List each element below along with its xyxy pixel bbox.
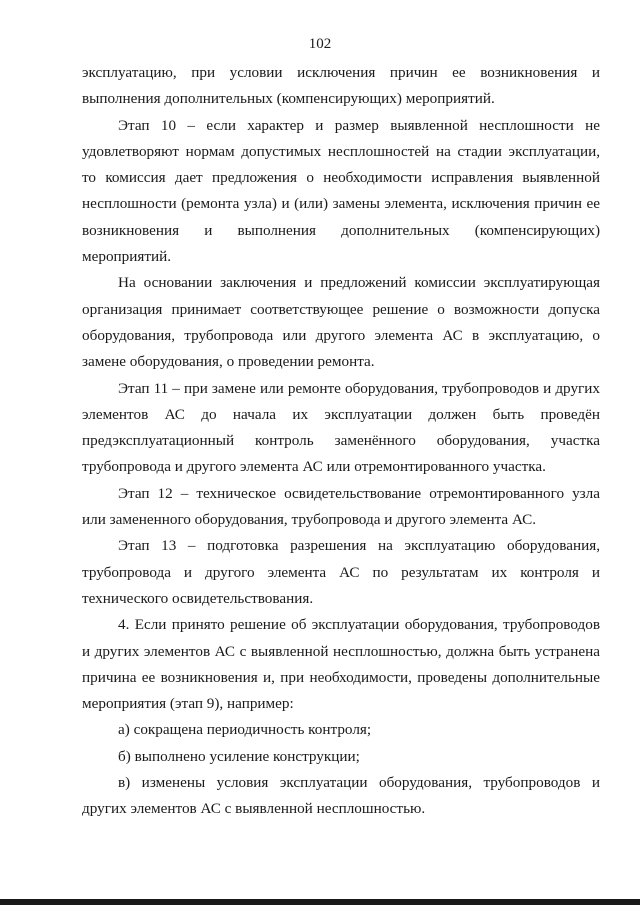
paragraph-commission-decision: На основании заключения и предложений комиссии эксплуатирующая организация принимает соответствующее решение о возможности допуска оборудования, трубопровода или другого элемента АС в эксплуатацию, о замене оборудования, о проведении ремонта. [82,274,600,371]
paragraph-stage-10: Этап 10 – если характер и размер выявленной несплошности не удовлетворяют нормам допустимых несплошностей на стадии эксплуатации, то комиссия дает предложения о необходимости исправления выявленной несплошности (ремонта узла) и (или) замены элемента, исключения причин ее возникновения и выполнения дополнительных (компенсирующих) мероприятий. [82,116,600,266]
paragraph-stage-11: Этап 11 – при замене или ремонте оборудования, трубопроводов и других элементов АС до начала их эксплуатации должен быть проведён предэксплуатационный контроль заменённого оборудования, участка трубопровода и другого элемента АС или отремонтированного участка. [82,379,600,476]
paragraph-stage-13: Этап 13 – подготовка разрешения на эксплуатацию оборудования, трубопровода и другого элемента АС по результатам их контроля и технического освидетельствования. [82,537,600,607]
list-item-a: а) сокращена периодичность контроля; [118,721,372,739]
scan-bottom-edge [0,899,640,905]
paragraph-continuation: эксплуатацию, при условии исключения причин ее возникновения и выполнения дополнительных (компенсирующих) мероприятий. [82,64,600,108]
paragraph-item-4: 4. Если принято решение об эксплуатации оборудования, трубопроводов и других элементов АС с выявленной несплошностью, должна быть устранена причина ее возникновения и, при необходимости, проведены дополнительные мероприятия (этап 9), например: [82,616,600,713]
list-item-c: в) изменены условия эксплуатации оборудования, трубопроводов и других элементов АС с выявленной несплошностью. [82,774,600,818]
document-body [82,60,600,823]
page-number: 102 [308,36,332,52]
list-item-b: б) выполнено усиление конструкции; [118,747,360,765]
paragraph-stage-12: Этап 12 – техническое освидетельствование отремонтированного узла или замененного оборудования, трубопровода и другого элемента АС. [82,484,600,529]
